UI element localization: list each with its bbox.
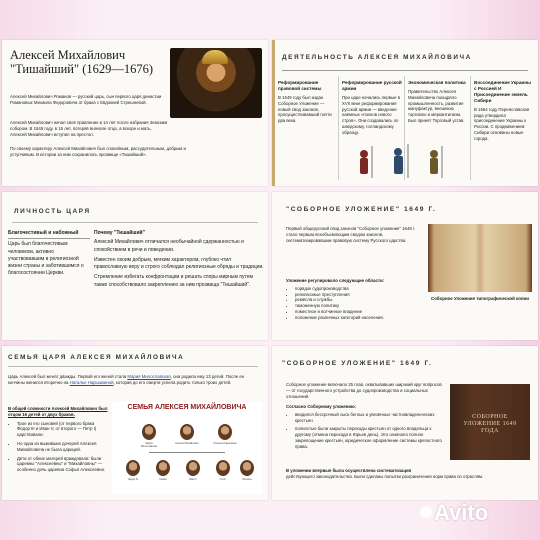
quiet-section xyxy=(94,230,264,289)
portrait-avatar xyxy=(142,424,156,440)
person-label: Федор III xyxy=(128,478,138,481)
slide-heading: "СОБОРНОЕ УЛОЖЕНИЕ" 1649 Г. xyxy=(286,206,437,213)
list-title: Уложение регулировало следующие области: xyxy=(286,278,385,283)
list-item: • Дети от обеих матерей враждовали: были царевны "Алексеевны" и "Михайловны" — особенно дочь царевна Софья Алексеевна. xyxy=(17,456,108,473)
image-caption: Соборное Уложение типографической копии xyxy=(431,296,529,301)
regulation-list xyxy=(286,278,424,321)
portrait-avatar xyxy=(218,424,232,440)
bio-paragraph-2: Алексей Михайлович начал своё правление в 14 лет после избрания Земским собором. В 1645 году, в 16 лет, потеряв вначале отца, а вскоре и мать, Алексей Михайлович вступил на престол. xyxy=(10,120,168,137)
pious-section xyxy=(8,230,90,278)
slide-heading: СЕМЬЯ ЦАРЯ АЛЕКСЕЯ МИХАЙЛОВИЧА xyxy=(8,354,185,361)
intro-part: , она родила ему 13 детей. После ее кончины женился вторично на xyxy=(8,374,245,385)
section-text: Алексей Михайлович отличался необычайной сдержанностью и спокойствием в речи и поведении. xyxy=(94,239,244,253)
slide-personality xyxy=(2,192,268,340)
bio-paragraph-3: По своему характеру Алексей Михайлович был спокойным, рассудительным, добрым и уступчивым. В истории за ним сохранилось прозвище «Тишайший». xyxy=(10,146,186,157)
list-item: • ремёсла и службы xyxy=(295,297,424,303)
book-cover-title: СОБОРНОЕ УЛОЖЕНИЕ 1649 ГОДА xyxy=(463,414,517,435)
slide-activity xyxy=(272,40,538,186)
slide-code-1649 xyxy=(272,192,538,340)
slide-heading: ДЕЯТЕЛЬНОСТЬ АЛЕКСЕЯ МИХАЙЛОВИЧА xyxy=(282,54,472,61)
tree-title: СЕМЬЯ АЛЕКСЕЯ МИХАЙЛОВИЧА xyxy=(127,404,247,411)
person-label: Иван V xyxy=(189,478,197,481)
column-text: В 1649 году был издан Соборное Уложение — новый свод законов, просуществовавший почти два века. xyxy=(278,94,332,124)
wife2-link[interactable]: Наталье Нарышкиной xyxy=(69,379,114,385)
column-title: Воссоединение Украины с Россией И Присоединение земель Сибири xyxy=(474,80,531,103)
soldiers-illustration xyxy=(342,144,468,182)
person-label: Мария Милославская xyxy=(140,442,158,448)
list-item: • Но одна из выживших дочерей Алексея Михайловича не была царицей. xyxy=(17,441,108,453)
intro-part: , которая до его смерти успела родить только троих детей. xyxy=(113,379,232,385)
bio-paragraph-1: Алексей Михайлович Романов — русский царь, сын первого царя династии Романовых Михаила Федоровича от брака с Евдокией Стрешневой. xyxy=(10,94,162,105)
conclusion-text xyxy=(286,468,528,480)
list-item: • поместное и вотчинное владение xyxy=(295,309,424,315)
section-title: Почему "Тишайший" xyxy=(94,230,145,236)
column-title: Экономическая политика xyxy=(408,80,466,85)
divider xyxy=(8,366,258,367)
list-item: • полностью были закрыты переходы крестьян от одного владельца к другому (отмена перехода в Юрьев день). Это означало полное закрепощение крестьян, юридическое оформление системы крепостного права. xyxy=(295,426,446,449)
divider xyxy=(282,70,528,71)
column-title: Реформирование правовой системы xyxy=(278,80,322,91)
list-title: Согласно Соборному уложению: xyxy=(286,404,357,409)
person-label: Петр I xyxy=(219,478,227,481)
portrait-avatar xyxy=(180,424,194,440)
slide-code-1649-content xyxy=(272,346,538,500)
divider xyxy=(12,222,258,223)
column-text: В 1654 году Переяславская рада утвердила присоединение Украины к России. С продвижением Сибири основаны новые города. xyxy=(474,106,530,141)
section-title: Благочестивый и набожный xyxy=(8,230,90,239)
wife1-link[interactable]: Мария Милославская xyxy=(127,374,171,379)
list-item: • Трое из его сыновей (от первого брака Федор III и Иван V, от второго — Петр I) царствовали. xyxy=(17,421,108,438)
list-item: • порядок судопроизводства xyxy=(295,286,424,292)
column-title: Реформирование русской армии xyxy=(342,80,402,91)
title-line-1: Алексей Михайлович xyxy=(10,48,126,62)
manuscript-image xyxy=(428,224,532,292)
intro-text xyxy=(8,374,262,386)
section-text: Стремление избегать конфронтации и решать споры мирным путем также способствовало закреплению за ним прозвища "Тишайший". xyxy=(94,274,253,288)
list-item: • религиозные преступления xyxy=(295,292,424,298)
intro-text: Соборное уложение включало 25 глав, охватывавших широкий круг вопросов — от государственного устройства до судопроизводства и социальных отношений. xyxy=(286,382,442,399)
activity-column xyxy=(278,80,338,124)
person-label: Софья xyxy=(159,478,167,481)
list-item: • таможенную политику xyxy=(295,303,424,309)
activity-column xyxy=(342,80,402,136)
column-text: Правительство Алексея Михайловича поощряло промышленность, развитие мануфактур, внешнюю торговлю и меркантилизм. Был принят Торговый устав. xyxy=(408,88,465,123)
activity-column xyxy=(408,80,468,124)
divider xyxy=(338,76,339,180)
accent-bar xyxy=(272,40,275,186)
section-text: Известен своим добрым, мягким характером, глубоко чтил православную веру и строго соблюдал религиозные обряды и традиции. xyxy=(94,256,264,270)
tree-connector xyxy=(149,452,225,453)
avito-logo-icon xyxy=(420,506,432,518)
intro-text: Первый общерусский свод законов "Соборное уложение" 1649 г. стало первым всеобъемлющим сводом законов, систематизировавшим правовую систему Русского царства. xyxy=(286,226,416,243)
family-tree xyxy=(112,402,262,494)
divider xyxy=(470,76,471,180)
portrait-avatar xyxy=(156,460,170,476)
slide-family xyxy=(2,346,268,500)
portrait-avatar xyxy=(186,460,200,476)
person-label: Наталья Нарышкина xyxy=(213,442,237,445)
person-label: Алексей Михайлович xyxy=(175,442,199,445)
slide-title xyxy=(10,48,153,76)
slide-heading: ЛИЧНОСТЬ ЦАРЯ xyxy=(14,208,91,215)
consequences-list xyxy=(286,404,446,450)
activity-column xyxy=(474,80,534,142)
portrait-avatar xyxy=(216,460,230,476)
book-cover-image xyxy=(450,384,530,460)
section-text: Царь был благочестивым человеком, активно участвовавшим в религиозной жизни страны и заботившимся о благосостоянии Церкви. xyxy=(8,241,84,277)
watermark-logo: Avito xyxy=(434,500,489,525)
title-line-2: "Тишайший" (1629—1676) xyxy=(10,62,154,76)
intro-part: Царь Алексей был женат дважды. Первой его женой стала xyxy=(8,374,128,379)
children-box xyxy=(8,406,108,494)
list-item: • положение различных категорий населения. xyxy=(295,315,424,321)
conclusion-body: действующего законодательства. Были сделаны попытки разграничения норм права по отраслям. xyxy=(286,473,484,479)
portrait-avatar xyxy=(126,460,140,476)
box-title: В общей сложности Алексей Михайлович был отцом 16 детей от двух браков. xyxy=(8,406,108,417)
slide-biography xyxy=(2,40,268,186)
portrait-avatar xyxy=(240,460,254,476)
slide-heading: "СОБОРНОЕ УЛОЖЕНИЕ" 1649 Г. xyxy=(282,360,433,367)
list-item: • вводился бессрочный сыск беглых и увезённых частновладельческих крестьян xyxy=(295,412,446,424)
conclusion-title: В уложении впервые была осуществлена систематизация xyxy=(286,468,412,473)
person-label: Наталья xyxy=(242,478,252,481)
column-text: При царе начались первые в XVII веке реформирования русской армии — введение наёмных «полков нового строя». Они создавались по шведскому, голландскому образцу. xyxy=(342,94,401,135)
